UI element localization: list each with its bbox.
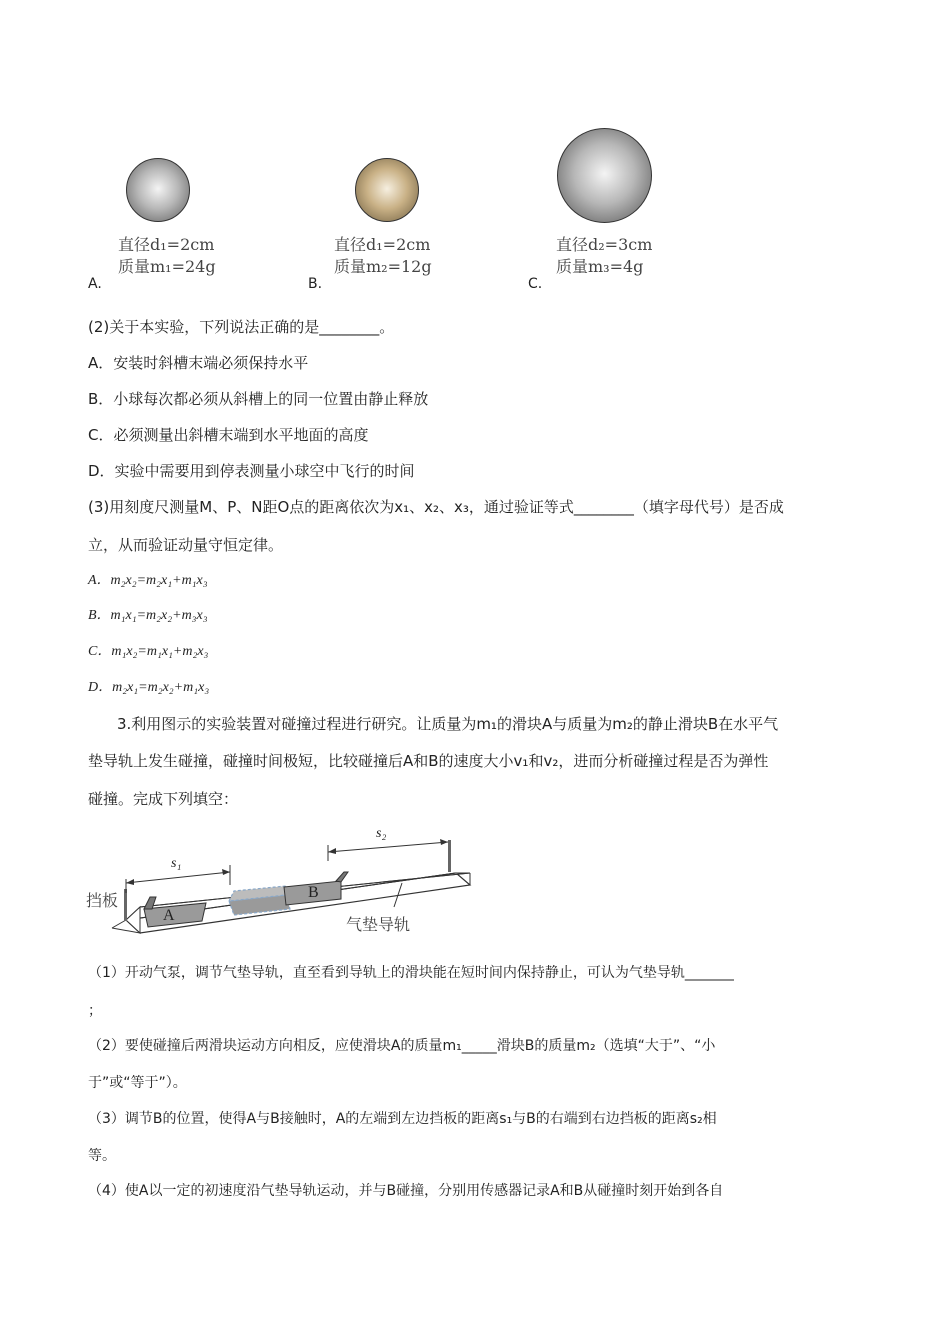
label-baffle: 挡板 <box>86 891 119 910</box>
q2-option-c: C．必须测量出斜槽末端到水平地面的高度 <box>88 426 369 444</box>
q3-option-d: D．m₂x₁=m₂x₂+m₁x₃ <box>88 680 210 695</box>
air-track-figure <box>86 825 486 940</box>
q3-stem-line1: (3)用刻度尺测量M、P、N距O点的距离依次为x₁、x₂、x₃，通过验证等式________（填字母代号）是否成 <box>88 498 784 516</box>
problem3-line1: 3.利用图示的实验装置对碰撞过程进行研究。让质量为m₁的滑块A与质量为m₂的静止滑块B在水平气 <box>117 715 779 733</box>
ball-b-diameter: 直径d₁=2cm <box>334 235 431 254</box>
step2-line2: 于”或“等于”）。 <box>88 1075 187 1091</box>
q2-option-a: A．安装时斜槽末端必须保持水平 <box>88 354 309 372</box>
ball-a-mass: 质量m₁=24g <box>118 257 216 276</box>
step2-line1: （2）要使碰撞后两滑块运动方向相反，应使滑块A的质量m₁_____滑块B的质量m₂（选填“大于”、“小 <box>88 1038 716 1054</box>
track-left-end <box>126 907 140 933</box>
right-baffle <box>448 840 451 872</box>
problem3-line3: 碰撞。完成下列填空： <box>88 790 239 808</box>
q3-stem-line2: 立，从而验证动量守恒定律。 <box>88 536 284 554</box>
problem3-line2: 垫导轨上发生碰撞，碰撞时间极短，比较碰撞后A和B的速度大小v₁和v₂，进而分析碰撞过程是否为弹性 <box>88 752 769 770</box>
q3-option-c: C．m₁x₂=m₁x₁+m₂x₃ <box>88 644 209 659</box>
label-s1: s₁ <box>171 856 182 871</box>
ball-option-c: C. <box>528 276 543 292</box>
label-block-a: A <box>163 907 175 924</box>
ball-c <box>557 128 652 223</box>
ball-a-caption <box>118 234 216 278</box>
label-s2: s₂ <box>376 826 387 841</box>
label-block-b: B <box>308 884 319 901</box>
q3-option-b: B．m₁x₁=m₂x₂+m₃x₃ <box>88 608 208 623</box>
ball-a <box>126 158 190 222</box>
q3-option-a: A．m₂x₂=m₂x₁+m₁x₃ <box>88 573 208 588</box>
step1-line2: ； <box>88 1003 102 1019</box>
ball-c-diameter: 直径d₂=3cm <box>556 235 653 254</box>
ball-option-b: B. <box>308 276 323 292</box>
ball-b-mass: 质量m₂=12g <box>334 257 432 276</box>
ball-c-mass: 质量m₃=4g <box>556 257 644 276</box>
step3-line1: （3）调节B的位置，使得A与B接触时，A的左端到左边挡板的距离s₁与B的右端到右边挡板的距离s₂相 <box>88 1111 717 1127</box>
ball-option-a: A. <box>88 276 102 292</box>
ball-c-caption <box>556 234 652 278</box>
q2-stem: (2)关于本实验，下列说法正确的是________。 <box>88 318 395 336</box>
ball-b-caption <box>334 234 432 278</box>
step4-line1: （4）使A以一定的初速度沿气垫导轨运动，并与B碰撞，分别用传感器记录A和B从碰撞时刻开始到各自 <box>88 1183 724 1199</box>
ball-b <box>355 158 419 222</box>
label-air-track: 气垫导轨 <box>346 915 411 934</box>
q2-option-b: B．小球每次都必须从斜槽上的同一位置由静止释放 <box>88 390 429 408</box>
ball-a-diameter: 直径d₁=2cm <box>118 235 215 254</box>
q2-option-d: D．实验中需要用到停表测量小球空中飞行的时间 <box>88 462 415 480</box>
step1-line1: （1）开动气泵，调节气垫导轨，直至看到导轨上的滑块能在短时间内保持静止，可认为气垫导轨_______ <box>88 965 734 981</box>
left-baffle <box>124 889 127 921</box>
step3-line2: 等。 <box>88 1148 116 1164</box>
